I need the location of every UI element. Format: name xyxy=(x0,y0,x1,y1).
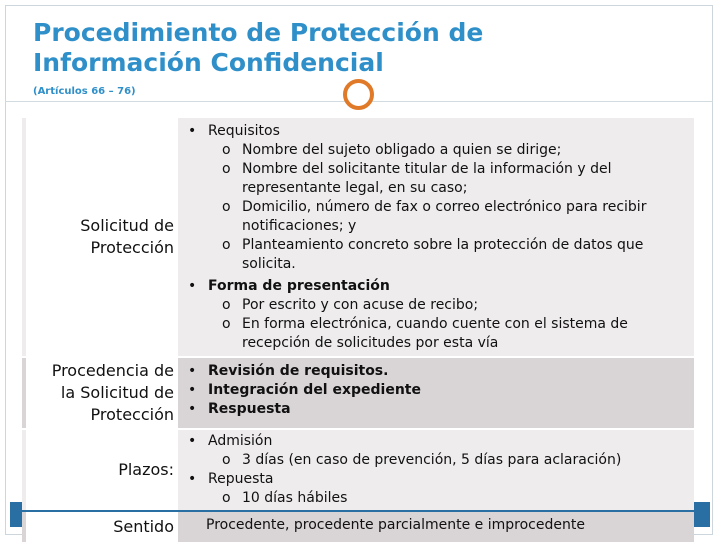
sub-list-item xyxy=(222,296,688,315)
list-item xyxy=(188,277,688,296)
bullet-icon: • xyxy=(188,123,197,139)
table-row xyxy=(22,118,694,356)
row-label-line: Protección xyxy=(90,238,174,257)
list-item-text: notificaciones; y xyxy=(242,218,357,234)
row-content xyxy=(178,430,694,510)
list-item xyxy=(206,516,688,535)
row-label xyxy=(26,118,178,356)
list-item-text: representante legal, en su caso; xyxy=(242,180,468,196)
list-item-text: Nombre del solicitante titular de la información y del xyxy=(242,161,612,177)
list-item-text: Admisión xyxy=(208,433,273,449)
sub-list-item xyxy=(222,160,688,198)
circle-bullet-icon: o xyxy=(222,297,231,313)
list-item-text: Forma de presentación xyxy=(208,278,390,294)
list-item-text: Procedente, procedente parcialmente e improcedente xyxy=(206,517,585,533)
circle-bullet-icon: o xyxy=(222,199,231,215)
sub-list-item xyxy=(222,489,688,508)
list-item xyxy=(188,122,688,141)
bullet-icon: • xyxy=(188,401,197,417)
row-label-line: Solicitud de xyxy=(80,216,174,235)
circle-bullet-icon: o xyxy=(222,452,231,468)
decorative-circle-icon xyxy=(343,79,374,110)
list-item-text: 3 días (en caso de prevención, 5 días para aclaración) xyxy=(242,452,622,468)
table-row xyxy=(22,430,694,510)
circle-bullet-icon: o xyxy=(222,142,231,158)
circle-bullet-icon: o xyxy=(222,490,231,506)
list-item-text: Integración del expediente xyxy=(208,382,421,398)
bullet-icon: • xyxy=(188,382,197,398)
circle-bullet-icon: o xyxy=(222,316,231,332)
sub-list-item xyxy=(222,141,688,160)
bullet-icon: • xyxy=(188,363,197,379)
slide-title xyxy=(33,18,593,78)
row-content xyxy=(178,118,694,356)
list-item-text: Repuesta xyxy=(208,471,274,487)
row-content xyxy=(178,512,694,542)
list-item-text: recepción de solicitudes por esta vía xyxy=(242,335,499,351)
table-row xyxy=(22,358,694,428)
row-label xyxy=(26,430,178,510)
title-line-2: Información Confidencial xyxy=(33,48,384,77)
list-item xyxy=(188,432,688,451)
row-label-line: Protección xyxy=(90,405,174,424)
list-item-text: Requisitos xyxy=(208,123,280,139)
sub-list-item xyxy=(222,315,688,353)
list-item xyxy=(188,400,688,419)
row-label-line: la Solicitud de xyxy=(60,383,174,402)
sub-list-item xyxy=(222,198,688,236)
list-item-text: Domicilio, número de fax o correo electrónico para recibir xyxy=(242,199,647,215)
bullet-icon: • xyxy=(188,433,197,449)
circle-bullet-icon: o xyxy=(222,237,231,253)
list-item xyxy=(188,381,688,400)
list-item-text: 10 días hábiles xyxy=(242,490,348,506)
list-item-text: Respuesta xyxy=(208,401,291,417)
list-item-text: Por escrito y con acuse de recibo; xyxy=(242,297,479,313)
row-label-line: Plazos: xyxy=(118,460,174,479)
list-item-text: Nombre del sujeto obligado a quien se dirige; xyxy=(242,142,562,158)
bullet-icon: • xyxy=(188,278,197,294)
sub-list-item xyxy=(222,451,688,470)
bullet-icon: • xyxy=(188,471,197,487)
circle-bullet-icon: o xyxy=(222,161,231,177)
list-item-text: Revisión de requisitos. xyxy=(208,363,389,379)
list-item-text: solicita. xyxy=(242,256,296,272)
row-label-line: Sentido xyxy=(113,517,174,536)
row-label xyxy=(26,512,178,542)
list-item xyxy=(188,362,688,381)
row-label xyxy=(26,358,178,428)
list-item xyxy=(188,470,688,489)
list-item-text: En forma electrónica, cuando cuente con el sistema de xyxy=(242,316,628,332)
sub-list-item xyxy=(222,236,688,274)
slide-subtitle: (Artículos 66 – 76) xyxy=(33,86,136,97)
table-row xyxy=(22,512,694,542)
row-label-line: Procedencia de xyxy=(51,361,174,380)
procedure-table xyxy=(22,118,694,538)
title-line-1: Procedimiento de Protección de xyxy=(33,18,484,47)
list-item-text: Planteamiento concreto sobre la protección de datos que xyxy=(242,237,644,253)
row-content xyxy=(178,358,694,428)
